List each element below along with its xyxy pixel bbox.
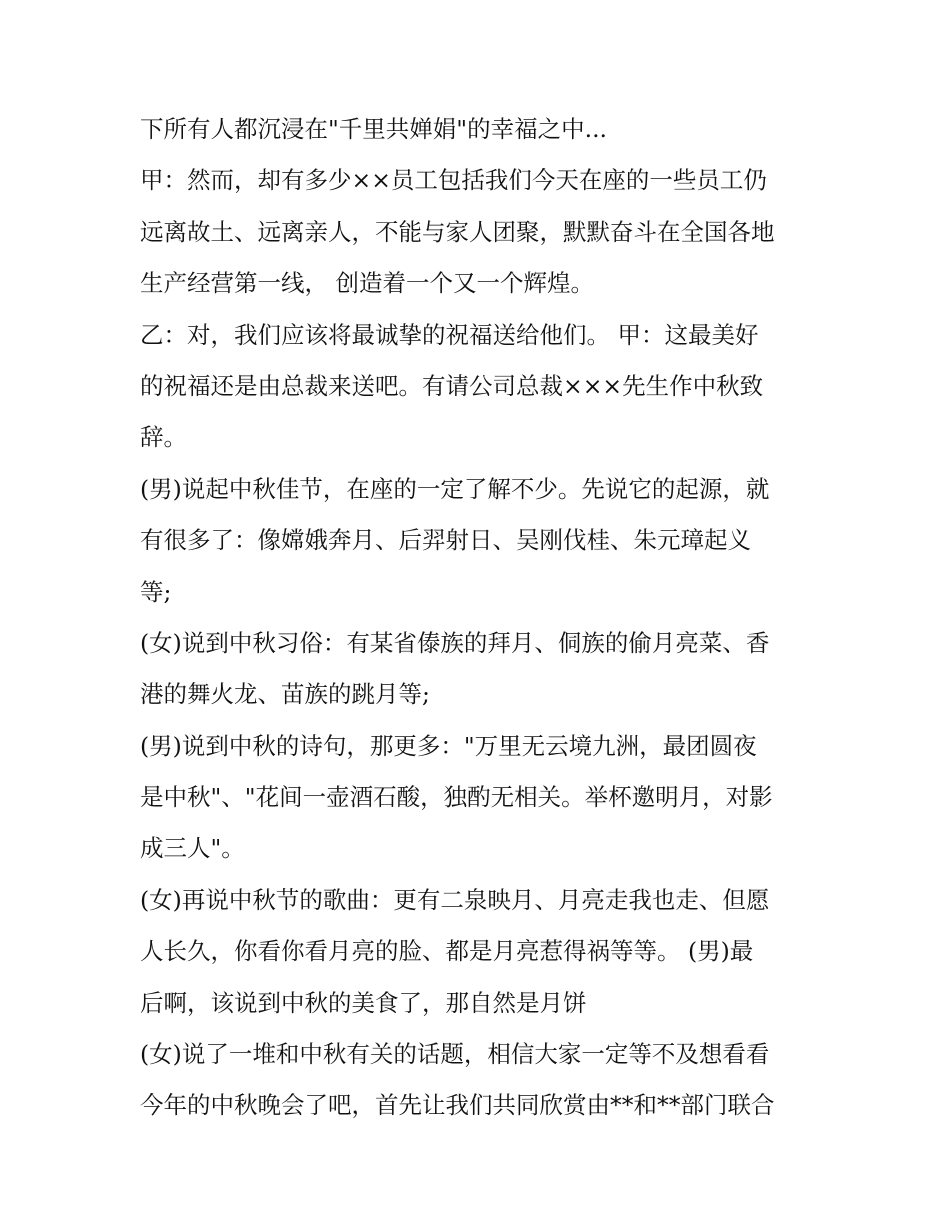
text-line: 等;	[140, 577, 172, 606]
text-line: 的祝福还是由总裁来送吧。有请公司总裁×××先生作中秋致	[140, 371, 764, 400]
text-line: (女)说到中秋习俗：有某省傣族的拜月、侗族的偷月亮菜、香	[140, 628, 770, 657]
text-line: (女)说了一堆和中秋有关的话题，相信大家一定等不及想看看	[140, 1040, 770, 1069]
text-line: (男)说到中秋的诗句，那更多："万里无云境九洲，最团圆夜	[140, 731, 757, 760]
text-line: 今年的中秋晚会了吧，首先让我们共同欣赏由**和**部门联合	[140, 1091, 775, 1120]
text-line: 乙：对，我们应该将最诚挚的祝福送给他们。 甲：这最美好	[140, 320, 759, 349]
text-line: 下所有人都沉浸在"千里共婵娟"的幸福之中...	[140, 115, 608, 143]
text-line: 是中秋"、"花间一壶酒石酸，独酌无相关。举杯邀明月，对影	[140, 783, 773, 812]
text-line: 后啊，该说到中秋的美食了，那自然是月饼	[140, 988, 587, 1017]
text-line: 甲：然而，却有多少××员工包括我们今天在座的一些员工仍	[140, 166, 767, 195]
text-line: 有很多了：像嫦娥奔月、后羿射日、吴刚伐桂、朱元璋起义	[140, 526, 751, 555]
text-line: 生产经营第一线， 创造着一个又一个辉煌。	[140, 269, 594, 298]
text-line: 港的舞火龙、苗族的跳月等;	[140, 680, 430, 709]
text-line: 人长久，你看你看月亮的脸、都是月亮惹得祸等等。 (男)最	[140, 937, 754, 966]
text-line: 远离故土、远离亲人，不能与家人团聚，默默奋斗在全国各地	[140, 217, 775, 246]
text-line: (男)说起中秋佳节，在座的一定了解不少。先说它的起源，就	[140, 474, 770, 503]
text-line: (女)再说中秋节的歌曲：更有二泉映月、月亮走我也走、但愿	[140, 885, 770, 914]
document-body	[140, 104, 820, 1132]
text-line: 辞。	[140, 423, 187, 452]
text-line: 成三人"。	[140, 834, 245, 863]
